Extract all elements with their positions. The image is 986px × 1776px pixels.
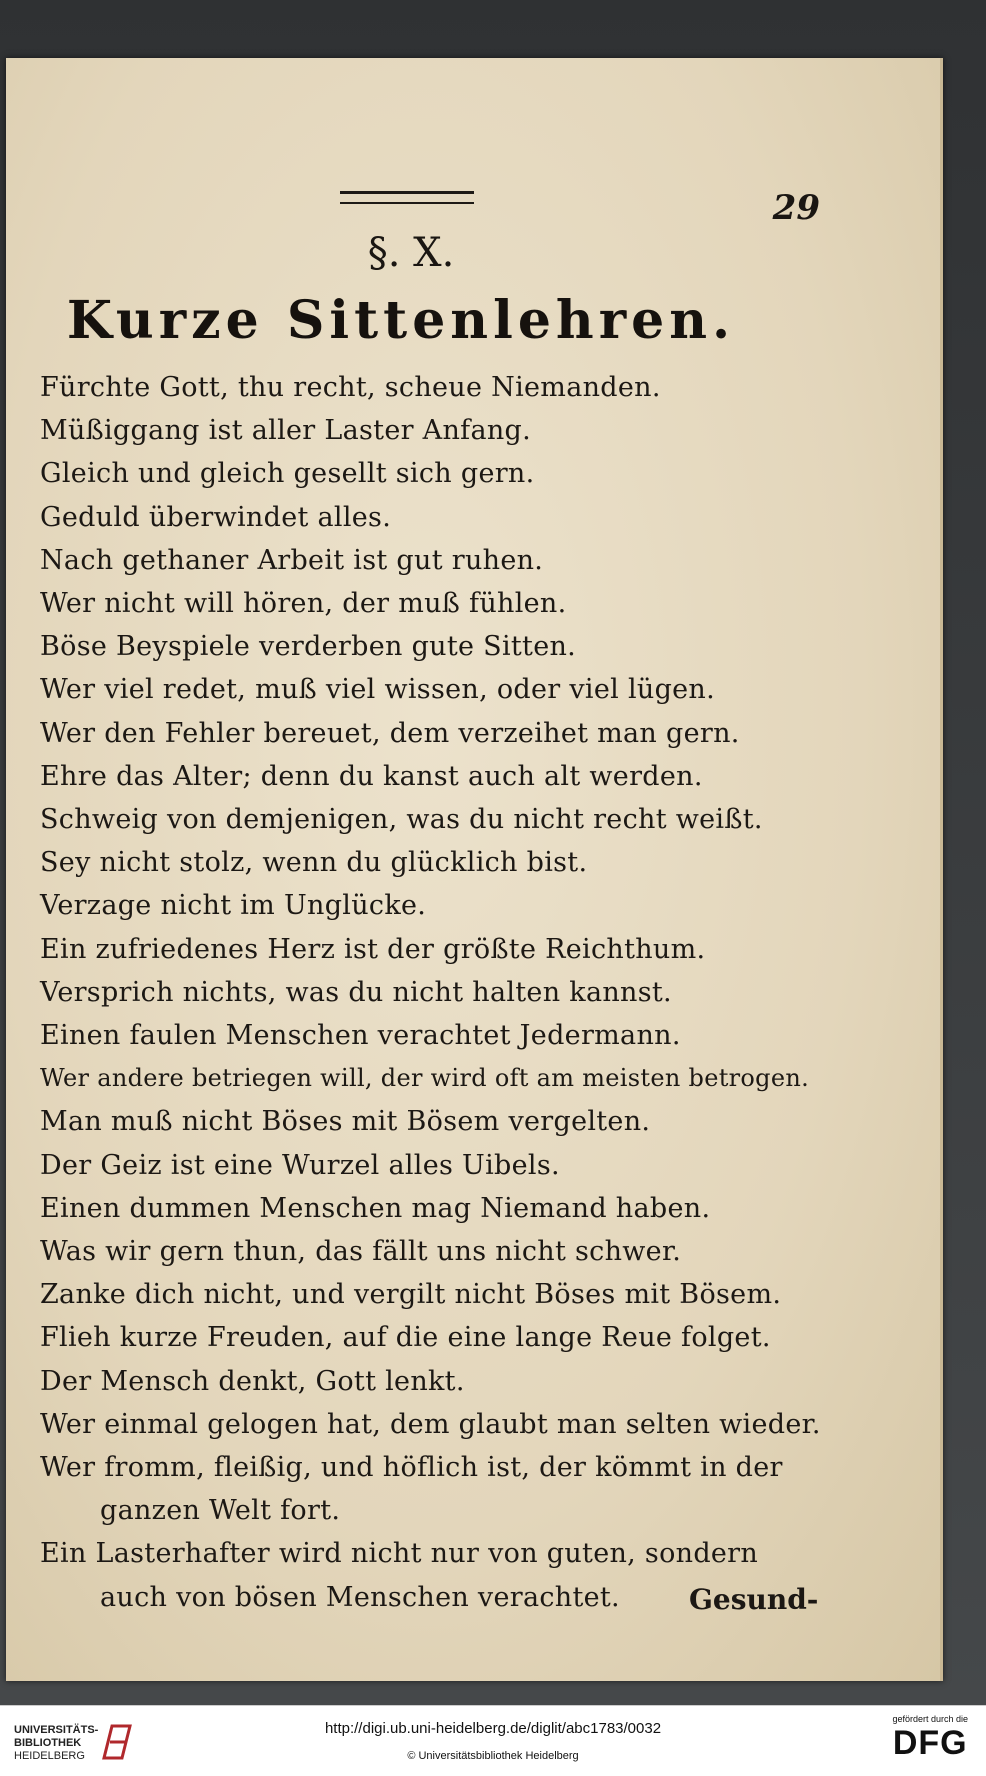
page-number: 29 xyxy=(772,188,820,228)
maxim-line: Der Mensch denkt, Gott lenkt. xyxy=(40,1365,465,1397)
permalink-url[interactable]: http://digi.ub.uni-heidelberg.de/diglit/abc1783/0032 xyxy=(324,1720,662,1737)
funder-name: DFG xyxy=(892,1724,968,1762)
maxim-line: Einen faulen Menschen verachtet Jedermann. xyxy=(40,1020,681,1052)
library-name-line2: BIBLIOTHEK xyxy=(14,1737,82,1749)
maxim-line: Müßiggang ist aller Laster Anfang. xyxy=(40,415,532,447)
catchword: Gesund- xyxy=(689,1583,819,1616)
maxim-line: Geduld überwindet alles. xyxy=(40,501,392,533)
maxim-line: Wer den Fehler bereuet, dem verzeihet man gern. xyxy=(40,717,740,749)
maxim-line: Sey nicht stolz, wenn du glücklich bist. xyxy=(40,847,588,879)
maxim-continuation: auch von bösen Menschen verachtet. xyxy=(100,1581,620,1613)
maxim-line: Wer nicht will hören, der muß fühlen. xyxy=(40,588,567,620)
maxim-continuation: ganzen Welt fort. xyxy=(100,1495,341,1527)
maxim-line: Wer einmal gelogen hat, dem glaubt man selten wieder. xyxy=(40,1408,821,1440)
maxim-line: Gleich und gleich gesellt sich gern. xyxy=(40,458,535,490)
ornamental-rule xyxy=(340,191,474,204)
maxim-line: Versprich nichts, was du nicht halten kannst. xyxy=(40,976,672,1008)
funder-logo xyxy=(892,1714,968,1760)
maxim-line: Flieh kurze Freuden, auf die eine lange Reue folget. xyxy=(40,1322,771,1354)
maxim-line: Ein zufriedenes Herz ist der größte Reichthum. xyxy=(40,933,706,965)
chapter-heading: Kurze Sittenlehren. xyxy=(66,290,736,351)
maxim-line: Fürchte Gott, thu recht, scheue Niemanden. xyxy=(40,372,661,403)
viewer-footer xyxy=(0,1705,986,1776)
library-name-line3: HEIDELBERG xyxy=(14,1750,85,1762)
maxim-list xyxy=(40,366,820,1619)
maxim-line: Wer andere betriegen will, der wird oft am meisten betrogen. xyxy=(40,1064,810,1093)
maxim-line: Verzage nicht im Unglücke. xyxy=(40,890,427,922)
maxim-line: Ein Lasterhafter wird nicht nur von guten, sondern xyxy=(40,1538,759,1570)
maxim-line: Wer fromm, fleißig, und höflich ist, der kömmt in der xyxy=(40,1452,783,1484)
book-page xyxy=(6,58,943,1681)
maxim-line: Zanke dich nicht, und vergilt nicht Böses mit Bösem. xyxy=(40,1279,782,1311)
maxim-line: Schweig von demjenigen, was du nicht recht weißt. xyxy=(40,804,763,836)
library-name-line1: UNIVERSITÄTS- xyxy=(14,1724,99,1736)
maxim-line: Man muß nicht Böses mit Bösem vergelten. xyxy=(40,1106,651,1138)
funding-note: gefördert durch die xyxy=(892,1714,968,1724)
maxim-line: Der Geiz ist eine Wurzel alles Uibels. xyxy=(40,1149,560,1181)
maxim-wrapped xyxy=(40,1446,820,1532)
maxim-line: Ehre das Alter; denn du kanst auch alt werden. xyxy=(40,760,703,792)
maxim-line: Wer viel redet, muß viel wissen, oder viel lügen. xyxy=(40,674,715,706)
maxim-line: Böse Beyspiele verderben gute Sitten. xyxy=(40,631,577,663)
maxim-line: Was wir gern thun, das fällt uns nicht schwer. xyxy=(40,1236,682,1268)
section-number: §. X. xyxy=(367,230,455,276)
maxim-line: Nach gethaner Arbeit ist gut ruhen. xyxy=(40,544,544,576)
maxim-line: Einen dummen Menschen mag Niemand haben. xyxy=(40,1192,711,1224)
copyright-notice: © Universitätsbibliothek Heidelberg xyxy=(407,1750,579,1762)
